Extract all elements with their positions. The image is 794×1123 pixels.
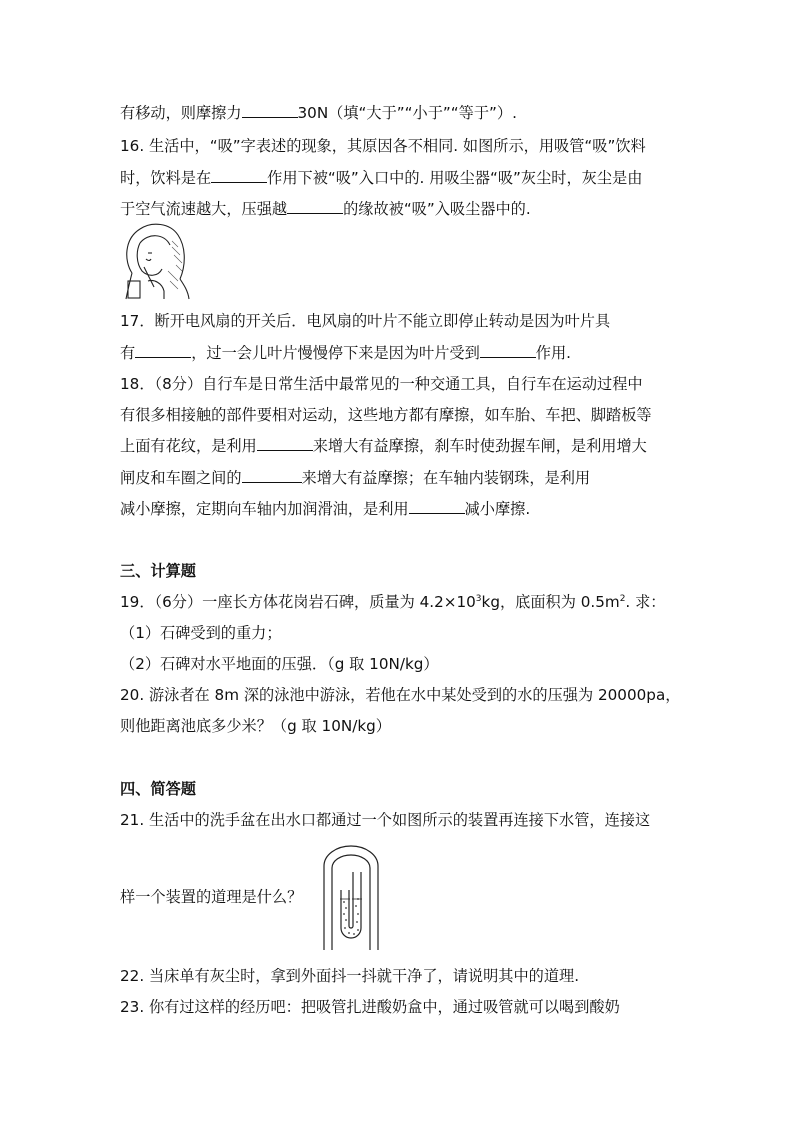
line-q15-end: 有移动，则摩擦力 30N（填“大于”“小于”“等于”）. [120, 104, 517, 122]
line-q20-cont: 则他距离池底多少米？（g 取 10N/kg） [120, 717, 391, 735]
drain-trap-figure [316, 842, 386, 952]
line-q20: 20. 游泳者在 8m 深的泳池中游泳，若他在水中某处受到的水的压强为 20000pa， [120, 686, 681, 704]
answer-blank[interactable] [242, 103, 298, 118]
answer-blank[interactable] [409, 499, 465, 514]
line-q21-cont: 样一个装置的道理是什么？ [120, 888, 303, 906]
line-q18: 18．（8分）自行车是日常生活中最常见的一种交通工具，自行车在运动过程中 [120, 375, 643, 393]
line-q18-cont2: 上面有花纹，是利用 来增大有益摩擦，刹车时使劲握车闸，是利用增大 [120, 437, 647, 455]
line-q19: 19．（6分）一座长方体花岗岩石碑，质量为 $4.2\times 10^3kg$，底面积为 $0.5m^2$. 求： [120, 593, 666, 611]
line-q21: 21. 生活中的洗手盆在出水口都通过一个如图所示的装置再连接下水管，连接这 [120, 811, 651, 829]
section-heading-short-answer: 四、简答题 [120, 780, 196, 798]
line-q16-cont2: 于空气流速越大，压强越 的缘故被“吸”入吸尘器中的. [120, 200, 531, 218]
answer-blank[interactable] [257, 436, 313, 451]
line-q18-cont4: 减小摩擦，定期向车轴内加润滑油，是利用 减小摩擦. [120, 500, 531, 518]
line-q22: 22. 当床单有灰尘时，拿到外面抖一抖就干净了，请说明其中的道理. [120, 967, 580, 985]
section-heading-calculation: 三、计算题 [120, 562, 196, 580]
answer-blank[interactable] [242, 468, 302, 483]
answer-blank[interactable] [211, 168, 267, 183]
line-q16: 16. 生活中，“吸”字表述的现象，其原因各不相同. 如图所示，用吸管“吸”饮料 [120, 137, 646, 155]
line-q17-cont: 有 ，过一会儿叶片慢慢停下来是因为叶片受到 作用. [120, 344, 571, 362]
answer-blank[interactable] [135, 343, 191, 358]
line-q19-part2: （2）石碑对水平地面的压强．（g 取 10N/kg） [120, 655, 439, 673]
line-q16-cont: 时，饮料是在 作用下被“吸”入口中的. 用吸尘器“吸”灰尘时，灰尘是由 [120, 169, 643, 187]
line-q18-cont: 有很多相接触的部件要相对运动，这些地方都有摩擦，如车胎、车把、脚踏板等 [120, 406, 652, 424]
line-q18-cont3: 闸皮和车圈之间的 来增大有益摩擦；在车轴内装钢珠，是利用 [120, 469, 591, 487]
girl-drinking-figure [118, 221, 190, 301]
line-q19-part1: （1）石碑受到的重力； [120, 624, 282, 642]
line-q23: 23. 你有过这样的经历吧：把吸管扎进酸奶盒中，通过吸管就可以喝到酸奶 [120, 998, 620, 1016]
answer-blank[interactable] [480, 343, 536, 358]
answer-blank[interactable] [287, 199, 343, 214]
line-q17: 17．断开电风扇的开关后．电风扇的叶片不能立即停止转动是因为叶片具 [120, 312, 611, 330]
